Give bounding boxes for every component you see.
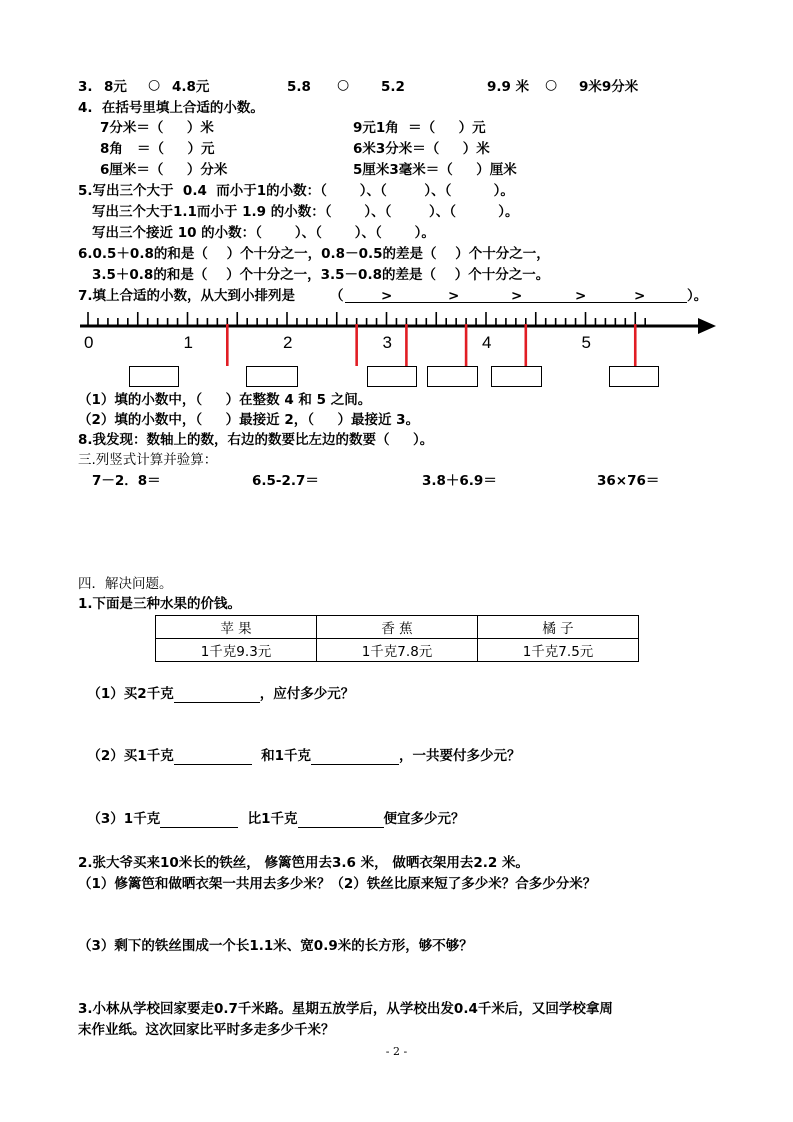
q4-item-1: 7分米＝（ ）米: [100, 120, 214, 136]
fruit-price-table: [155, 615, 639, 662]
q7-sep-3: >: [511, 288, 523, 304]
answer-box-4[interactable]: [427, 366, 478, 387]
q7-sub-1: （1）填的小数中，（ ）在整数 4 和 5 之间。: [78, 392, 372, 408]
compare-circle-1[interactable]: ○: [148, 77, 161, 93]
q7-title: 7.填上合适的小数，从大到小排列是: [78, 288, 296, 304]
number-line-ticks: [88, 312, 645, 326]
answer-box-2[interactable]: [246, 366, 298, 387]
p1-sub2-text-a: （2）买1千克: [87, 748, 174, 764]
q4-item-5: 6厘米＝（ ）分米: [100, 162, 228, 178]
q3-pair3-left: 9.9 米: [487, 79, 530, 95]
number-line-arrow-icon: [698, 318, 716, 334]
p1-sub3-blank-2[interactable]: [298, 813, 384, 828]
number-line-label: 5: [581, 333, 591, 352]
number-line-labels: [84, 333, 591, 352]
q4-item-4: 6米3分米＝（ ）米: [353, 141, 490, 157]
problem2-intro: 2.张大爷买来10米长的铁丝， 修篱笆用去3.6 米， 做晒衣架用去2.2 米。: [78, 855, 529, 871]
section3-title: 三.列竖式计算并验算：: [78, 452, 218, 468]
p1-sub3-text-c: 便宜多少元？: [383, 811, 465, 827]
calc-item-2: 6.5-2.7＝: [252, 473, 319, 489]
problem2-sub1: （1）修篱笆和做晒衣架一共用去多少米？（2）铁丝比原来短了多少米？合多少分米？: [78, 876, 597, 892]
q7-sep-2: >: [448, 288, 460, 304]
answer-box-6[interactable]: [609, 366, 659, 387]
answer-box-5[interactable]: [491, 366, 542, 387]
number-line: [0, 0, 793, 400]
page-number: - 2 -: [385, 1045, 408, 1058]
p1-sub2-text-b: 和1千克: [261, 748, 312, 764]
q7-sep-4: >: [575, 288, 587, 304]
number-line-label: 0: [84, 333, 94, 352]
p1-sub3: [78, 792, 465, 828]
q7-seq-open: （: [330, 288, 344, 304]
calc-item-4: 36×76＝: [597, 473, 660, 489]
q3-pair1-right: 4.8元: [172, 79, 210, 95]
q6-line-1: 6.0.5＋0.8的和是（ ）个十分之一，0.8－0.5的差是（ ）个十分之一，: [78, 246, 550, 262]
number-line-label: 1: [183, 333, 193, 352]
fruit-header-orange: 橘 子: [478, 616, 639, 639]
compare-circle-3[interactable]: ○: [545, 77, 558, 93]
q5-line-1: 5.写出三个大于 0.4 而小于1的小数：（ ）、（ ）、（ ）。: [78, 183, 514, 199]
q7-sep-5: >: [634, 288, 646, 304]
p1-sub1-text-b: ，应付多少元？: [259, 686, 355, 702]
answer-box-3[interactable]: [367, 366, 417, 387]
q7-sep-1: >: [381, 288, 393, 304]
answer-box-1[interactable]: [129, 366, 179, 387]
fruit-price-apple: 1千克9.3元: [156, 639, 317, 662]
q3-pair1-left: 8元: [104, 79, 127, 95]
q3-number: 3.: [78, 79, 93, 95]
p1-sub3-text-b: 比1千克: [247, 811, 298, 827]
p1-sub1-text-a: （1）买2千克: [87, 686, 174, 702]
q3-pair2-left: 5.8: [287, 79, 311, 95]
q5-line-3: 写出三个接近 10 的小数：（ ）、（ ）、（ ）。: [92, 225, 435, 241]
calc-item-3: 3.8＋6.9＝: [422, 473, 497, 489]
q3-pair3-right: 9米9分米: [579, 79, 639, 95]
p1-sub2: [78, 729, 521, 765]
p1-sub2-text-c: ，一共要付多少元？: [399, 748, 521, 764]
problem3-line-2: 末作业纸。这次回家比平时多走多少千米？: [78, 1022, 335, 1038]
p1-sub2-blank-2[interactable]: [311, 750, 399, 765]
number-line-label: 3: [382, 333, 392, 352]
q4-item-2: 9元1角 ＝（ ）元: [353, 120, 486, 136]
q8-text: 8.我发现：数轴上的数，右边的数要比左边的数要（ ）。: [78, 432, 434, 448]
calc-item-1: 7－2．8＝: [92, 473, 161, 489]
p1-sub3-blank-1[interactable]: [160, 813, 238, 828]
number-line-label: 4: [482, 333, 492, 352]
compare-circle-2[interactable]: ○: [337, 77, 350, 93]
q6-line-2: 3.5＋0.8的和是（ ）个十分之一，3.5－0.8的差是（ ）个十分之一。: [92, 267, 550, 283]
fruit-header-apple: 苹 果: [156, 616, 317, 639]
problem1-intro: 1.下面是三种水果的价钱。: [78, 596, 242, 612]
number-line-label: 2: [283, 333, 293, 352]
fruit-header-banana: 香 蕉: [317, 616, 478, 639]
p1-sub3-text-a: （3）1千克: [87, 811, 161, 827]
p1-sub1-blank[interactable]: [174, 688, 260, 703]
q4-item-6: 5厘米3毫米＝（ ）厘米: [353, 162, 517, 178]
problem3-line-1: 3.小林从学校回家要走0.7千米路。星期五放学后，从学校出发0.4千米后，又回学校拿周: [78, 1001, 613, 1017]
q4-item-3: 8角 ＝（ ）元: [100, 141, 215, 157]
q7-sub-2: （2）填的小数中，（ ）最接近 2，（ ）最接近 3。: [78, 412, 420, 428]
q5-line-2: 写出三个大于1.1而小于 1.9 的小数：（ ）、（ ）、（ ）。: [92, 204, 519, 220]
q4-title: 4. 在括号里填上合适的小数。: [78, 100, 264, 116]
section4-title: 四．解决问题。: [78, 576, 173, 592]
q3-pair2-right: 5.2: [381, 79, 405, 95]
fruit-price-orange: 1千克7.5元: [478, 639, 639, 662]
p1-sub2-blank-1[interactable]: [174, 750, 252, 765]
problem2-sub3: （3）剩下的铁丝围成一个长1.1米、宽0.9米的长方形，够不够？: [78, 938, 473, 954]
fruit-price-banana: 1千克7.8元: [317, 639, 478, 662]
q7-seq-close: ）。: [687, 288, 708, 304]
p1-sub1: [78, 667, 354, 703]
